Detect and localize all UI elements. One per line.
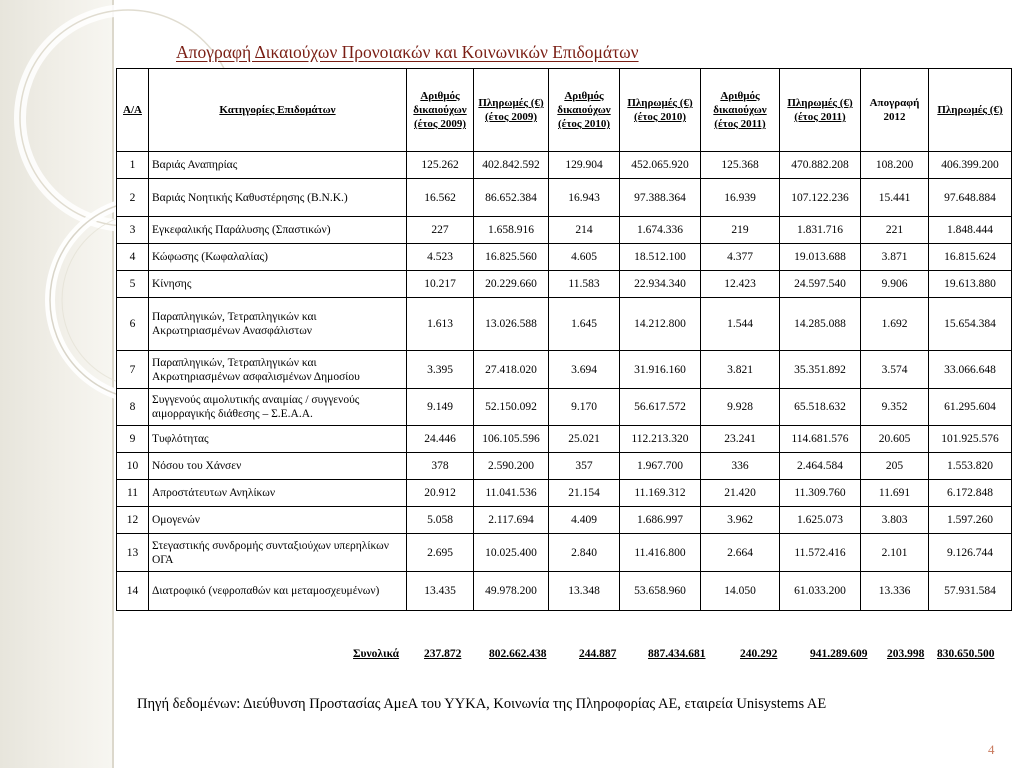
cell-aa: 1	[117, 152, 149, 179]
cell-category: Απροστάτευτων Ανηλίκων	[149, 480, 407, 507]
table-row	[117, 298, 1012, 351]
cell-payments-2011: 114.681.576	[780, 426, 861, 453]
cell-category: Κώφωσης (Κωφαλαλίας)	[149, 244, 407, 271]
cell-census-2012: 205	[861, 453, 929, 480]
cell-payments-2009: 13.026.588	[474, 298, 549, 351]
cell-beneficiaries-2010: 4.409	[549, 507, 620, 534]
cell-aa: 14	[117, 572, 149, 611]
cell-payments-2012: 1.597.260	[929, 507, 1012, 534]
cell-beneficiaries-2011: 9.928	[701, 389, 780, 426]
cell-beneficiaries-2009: 378	[407, 453, 474, 480]
cell-beneficiaries-2011: 2.664	[701, 534, 780, 572]
cell-beneficiaries-2009: 16.562	[407, 179, 474, 217]
cell-payments-2011: 19.013.688	[780, 244, 861, 271]
cell-beneficiaries-2009: 10.217	[407, 271, 474, 298]
cell-payments-2009: 1.658.916	[474, 217, 549, 244]
cell-beneficiaries-2009: 227	[407, 217, 474, 244]
cell-beneficiaries-2010: 4.605	[549, 244, 620, 271]
cell-payments-2012: 406.399.200	[929, 152, 1012, 179]
header-beneficiaries-2010: Αριθμός δικαιούχων (έτος 2010)	[549, 69, 620, 152]
table-row	[117, 572, 1012, 611]
cell-aa: 9	[117, 426, 149, 453]
cell-aa: 12	[117, 507, 149, 534]
cell-payments-2011: 65.518.632	[780, 389, 861, 426]
cell-payments-2011: 2.464.584	[780, 453, 861, 480]
cell-beneficiaries-2010: 357	[549, 453, 620, 480]
cell-beneficiaries-2011: 16.939	[701, 179, 780, 217]
cell-beneficiaries-2010: 3.694	[549, 351, 620, 389]
table-row	[117, 244, 1012, 271]
cell-payments-2009: 52.150.092	[474, 389, 549, 426]
cell-census-2012: 11.691	[861, 480, 929, 507]
total-census-2012: 203.998	[887, 648, 925, 660]
cell-payments-2012: 97.648.884	[929, 179, 1012, 217]
page-number: 4	[988, 742, 995, 757]
cell-census-2012: 108.200	[861, 152, 929, 179]
cell-payments-2009: 11.041.536	[474, 480, 549, 507]
cell-beneficiaries-2011: 219	[701, 217, 780, 244]
cell-aa: 4	[117, 244, 149, 271]
cell-census-2012: 9.352	[861, 389, 929, 426]
table-row	[117, 426, 1012, 453]
cell-beneficiaries-2009: 4.523	[407, 244, 474, 271]
cell-beneficiaries-2011: 3.821	[701, 351, 780, 389]
table-row	[117, 271, 1012, 298]
cell-payments-2010: 1.967.700	[620, 453, 701, 480]
cell-payments-2009: 27.418.020	[474, 351, 549, 389]
cell-beneficiaries-2009: 3.395	[407, 351, 474, 389]
cell-payments-2010: 14.212.800	[620, 298, 701, 351]
total-payments-2012: 830.650.500	[937, 648, 995, 660]
cell-payments-2010: 31.916.160	[620, 351, 701, 389]
total-payments-2009: 802.662.438	[489, 648, 547, 660]
cell-payments-2011: 35.351.892	[780, 351, 861, 389]
cell-payments-2011: 24.597.540	[780, 271, 861, 298]
cell-census-2012: 3.871	[861, 244, 929, 271]
cell-category: Παραπληγικών, Τετραπληγικών και Ακρωτηριασμένων ασφαλισμένων Δημοσίου	[149, 351, 407, 389]
cell-payments-2009: 2.590.200	[474, 453, 549, 480]
cell-beneficiaries-2010: 21.154	[549, 480, 620, 507]
header-payments-2012: Πληρωμές (€)	[929, 69, 1012, 152]
cell-payments-2009: 20.229.660	[474, 271, 549, 298]
cell-beneficiaries-2009: 2.695	[407, 534, 474, 572]
cell-aa: 13	[117, 534, 149, 572]
cell-payments-2010: 11.416.800	[620, 534, 701, 572]
cell-payments-2011: 11.309.760	[780, 480, 861, 507]
data-source-note: Πηγή δεδομένων: Διεύθυνση Προστασίας ΑμεΑ του ΥΥΚΑ, Κοινωνία της Πληροφορίας ΑΕ, εταιρεία Unisystems AE	[137, 696, 827, 712]
cell-category: Εγκεφαλικής Παράλυσης (Σπαστικών)	[149, 217, 407, 244]
table-row	[117, 507, 1012, 534]
cell-payments-2011: 1.625.073	[780, 507, 861, 534]
cell-census-2012: 13.336	[861, 572, 929, 611]
cell-payments-2010: 18.512.100	[620, 244, 701, 271]
table-row	[117, 351, 1012, 389]
header-aa: Α/Α	[117, 69, 149, 152]
cell-category: Βαριάς Νοητικής Καθυστέρησης (Β.Ν.Κ.)	[149, 179, 407, 217]
cell-payments-2012: 6.172.848	[929, 480, 1012, 507]
cell-payments-2009: 16.825.560	[474, 244, 549, 271]
cell-category: Παραπληγικών, Τετραπληγικών και Ακρωτηριασμένων Ανασφάλιστων	[149, 298, 407, 351]
cell-category: Τυφλότητας	[149, 426, 407, 453]
cell-payments-2011: 11.572.416	[780, 534, 861, 572]
cell-payments-2010: 1.686.997	[620, 507, 701, 534]
header-payments-2009: Πληρωμές (€) (έτος 2009)	[474, 69, 549, 152]
cell-payments-2012: 16.815.624	[929, 244, 1012, 271]
cell-beneficiaries-2011: 125.368	[701, 152, 780, 179]
cell-beneficiaries-2010: 25.021	[549, 426, 620, 453]
cell-beneficiaries-2009: 5.058	[407, 507, 474, 534]
cell-payments-2012: 101.925.576	[929, 426, 1012, 453]
cell-payments-2009: 10.025.400	[474, 534, 549, 572]
cell-beneficiaries-2009: 1.613	[407, 298, 474, 351]
cell-beneficiaries-2009: 24.446	[407, 426, 474, 453]
cell-payments-2012: 57.931.584	[929, 572, 1012, 611]
cell-category: Διατροφικό (νεφροπαθών και μεταμοσχευμένων)	[149, 572, 407, 611]
benefits-table	[116, 68, 1012, 611]
cell-beneficiaries-2010: 214	[549, 217, 620, 244]
cell-category: Συγγενούς αιμολυτικής αναιμίας / συγγενούς αιμορραγικής διάθεσης – Σ.Ε.Α.Α.	[149, 389, 407, 426]
cell-category: Νόσου του Χάνσεν	[149, 453, 407, 480]
table-row	[117, 179, 1012, 217]
cell-beneficiaries-2011: 12.423	[701, 271, 780, 298]
cell-category: Βαριάς Αναπηρίας	[149, 152, 407, 179]
cell-payments-2009: 402.842.592	[474, 152, 549, 179]
header-beneficiaries-2009: Αριθμός δικαιούχων (έτος 2009)	[407, 69, 474, 152]
cell-payments-2010: 112.213.320	[620, 426, 701, 453]
header-payments-2011: Πληρωμές (€) (έτος 2011)	[780, 69, 861, 152]
cell-payments-2011: 61.033.200	[780, 572, 861, 611]
cell-beneficiaries-2010: 9.170	[549, 389, 620, 426]
cell-payments-2011: 107.122.236	[780, 179, 861, 217]
cell-payments-2010: 452.065.920	[620, 152, 701, 179]
cell-aa: 5	[117, 271, 149, 298]
cell-payments-2012: 15.654.384	[929, 298, 1012, 351]
table-row	[117, 217, 1012, 244]
cell-payments-2012: 1.553.820	[929, 453, 1012, 480]
cell-beneficiaries-2011: 336	[701, 453, 780, 480]
cell-payments-2010: 97.388.364	[620, 179, 701, 217]
header-payments-2010: Πληρωμές (€) (έτος 2010)	[620, 69, 701, 152]
cell-beneficiaries-2009: 125.262	[407, 152, 474, 179]
cell-payments-2012: 1.848.444	[929, 217, 1012, 244]
cell-beneficiaries-2011: 3.962	[701, 507, 780, 534]
cell-payments-2011: 470.882.208	[780, 152, 861, 179]
cell-beneficiaries-2010: 1.645	[549, 298, 620, 351]
cell-beneficiaries-2009: 13.435	[407, 572, 474, 611]
cell-census-2012: 20.605	[861, 426, 929, 453]
cell-payments-2012: 33.066.648	[929, 351, 1012, 389]
total-beneficiaries-2010: 244.887	[579, 648, 617, 660]
cell-payments-2012: 9.126.744	[929, 534, 1012, 572]
cell-aa: 7	[117, 351, 149, 389]
cell-aa: 10	[117, 453, 149, 480]
table-header-row	[117, 69, 1012, 152]
cell-payments-2010: 22.934.340	[620, 271, 701, 298]
cell-beneficiaries-2010: 11.583	[549, 271, 620, 298]
cell-beneficiaries-2010: 16.943	[549, 179, 620, 217]
cell-category: Στεγαστικής συνδρομής συνταξιούχων υπερηλίκων ΟΓΑ	[149, 534, 407, 572]
table-row	[117, 152, 1012, 179]
cell-aa: 11	[117, 480, 149, 507]
cell-payments-2011: 1.831.716	[780, 217, 861, 244]
table-row	[117, 534, 1012, 572]
cell-census-2012: 221	[861, 217, 929, 244]
cell-category: Κίνησης	[149, 271, 407, 298]
total-beneficiaries-2011: 240.292	[740, 648, 778, 660]
cell-payments-2010: 56.617.572	[620, 389, 701, 426]
cell-category: Ομογενών	[149, 507, 407, 534]
cell-payments-2010: 1.674.336	[620, 217, 701, 244]
cell-census-2012: 9.906	[861, 271, 929, 298]
cell-payments-2010: 53.658.960	[620, 572, 701, 611]
table-row	[117, 453, 1012, 480]
cell-beneficiaries-2011: 14.050	[701, 572, 780, 611]
cell-census-2012: 1.692	[861, 298, 929, 351]
cell-payments-2011: 14.285.088	[780, 298, 861, 351]
cell-beneficiaries-2010: 13.348	[549, 572, 620, 611]
cell-payments-2012: 61.295.604	[929, 389, 1012, 426]
cell-census-2012: 3.574	[861, 351, 929, 389]
header-category: Κατηγορίες Επιδομάτων	[149, 69, 407, 152]
cell-aa: 2	[117, 179, 149, 217]
header-census-2012: Απογραφή 2012	[861, 69, 929, 152]
cell-payments-2012: 19.613.880	[929, 271, 1012, 298]
totals-label: Συνολικά	[353, 648, 400, 660]
total-payments-2010: 887.434.681	[648, 648, 706, 660]
total-payments-2011: 941.289.609	[810, 648, 868, 660]
cell-payments-2009: 106.105.596	[474, 426, 549, 453]
cell-beneficiaries-2010: 129.904	[549, 152, 620, 179]
cell-beneficiaries-2011: 23.241	[701, 426, 780, 453]
cell-beneficiaries-2011: 21.420	[701, 480, 780, 507]
table-row	[117, 480, 1012, 507]
cell-beneficiaries-2010: 2.840	[549, 534, 620, 572]
cell-beneficiaries-2009: 20.912	[407, 480, 474, 507]
slide-title: Απογραφή Δικαιούχων Προνοιακών και Κοινωνικών Επιδομάτων	[176, 42, 639, 62]
cell-payments-2009: 86.652.384	[474, 179, 549, 217]
cell-aa: 3	[117, 217, 149, 244]
cell-payments-2010: 11.169.312	[620, 480, 701, 507]
header-beneficiaries-2011: Αριθμός δικαιούχων (έτος 2011)	[701, 69, 780, 152]
cell-beneficiaries-2011: 1.544	[701, 298, 780, 351]
cell-census-2012: 2.101	[861, 534, 929, 572]
cell-payments-2009: 2.117.694	[474, 507, 549, 534]
cell-census-2012: 15.441	[861, 179, 929, 217]
cell-beneficiaries-2009: 9.149	[407, 389, 474, 426]
cell-payments-2009: 49.978.200	[474, 572, 549, 611]
cell-beneficiaries-2011: 4.377	[701, 244, 780, 271]
cell-aa: 8	[117, 389, 149, 426]
cell-census-2012: 3.803	[861, 507, 929, 534]
total-beneficiaries-2009: 237.872	[424, 648, 462, 660]
cell-aa: 6	[117, 298, 149, 351]
table-row	[117, 389, 1012, 426]
